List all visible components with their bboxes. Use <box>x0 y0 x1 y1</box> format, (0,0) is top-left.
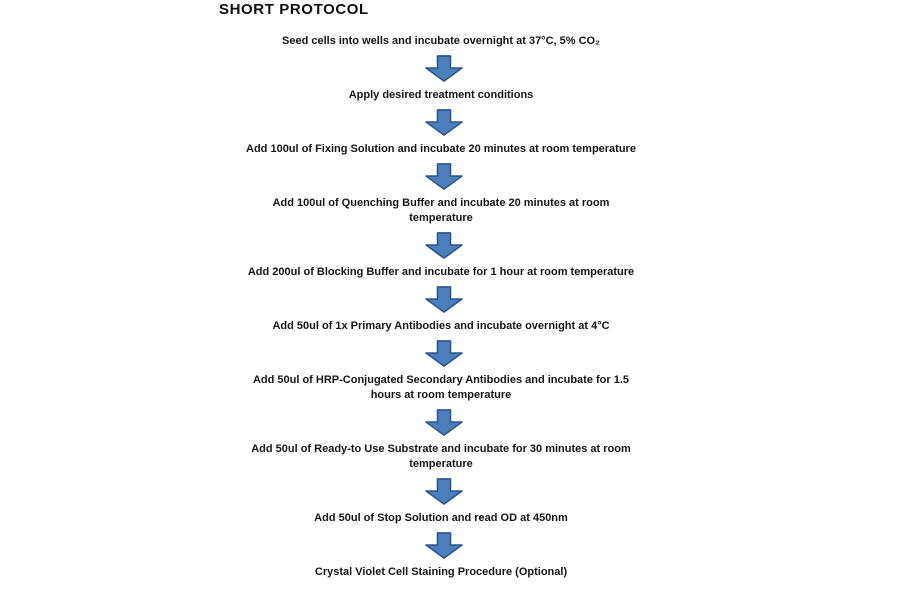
step-9-line-1: Add 50ul of Stop Solution and read OD at 450nm <box>314 512 568 524</box>
protocol-steps-column <box>141 34 741 580</box>
step-8-line-1: Add 50ul of Ready-to Use Substrate and incubate for 30 minutes at room <box>251 443 631 455</box>
step-7-text <box>253 373 629 403</box>
step-3-line-1: Add 100ul of Fixing Solution and incubate 20 minutes at room temperature <box>246 143 636 155</box>
down-arrow-icon <box>425 286 463 313</box>
down-arrow-icon <box>425 409 463 436</box>
step-3-text <box>246 142 636 157</box>
step-6-line-1: Add 50ul of 1x Primary Antibodies and incubate overnight at 4°C <box>272 320 610 332</box>
step-7-line-2: hours at room temperature <box>370 389 512 401</box>
step-4-line-2: temperature <box>409 212 473 224</box>
down-arrow-icon <box>425 478 463 505</box>
step-7-line-1: Add 50ul of HRP-Conjugated Secondary Antibodies and incubate for 1.5 <box>252 374 630 386</box>
step-6-text <box>272 319 609 334</box>
step-10-line-1: Crystal Violet Cell Staining Procedure (Optional) <box>314 566 568 578</box>
step-8-text <box>251 442 631 472</box>
step-1-line-1: Seed cells into wells and incubate overnight at 37°C, 5% CO₂ <box>282 35 600 47</box>
step-4-text <box>273 196 610 226</box>
step-10-text <box>315 565 567 580</box>
page-title: SHORT PROTOCOL <box>219 1 369 18</box>
step-5-text <box>248 265 634 280</box>
down-arrow-icon <box>425 340 463 367</box>
down-arrow-icon <box>425 163 463 190</box>
step-4-line-1: Add 100ul of Quenching Buffer and incubate 20 minutes at room <box>272 197 610 209</box>
down-arrow-icon <box>425 55 463 82</box>
down-arrow-icon <box>425 232 463 259</box>
step-5-line-1: Add 200ul of Blocking Buffer and incubate for 1 hour at room temperature <box>247 266 635 278</box>
step-2-line-1: Apply desired treatment conditions <box>348 89 534 101</box>
step-1-text <box>282 34 600 49</box>
step-9-text <box>314 511 568 526</box>
step-8-line-2: temperature <box>409 458 473 470</box>
down-arrow-icon <box>425 532 463 559</box>
down-arrow-icon <box>425 109 463 136</box>
step-2-text <box>349 88 534 103</box>
